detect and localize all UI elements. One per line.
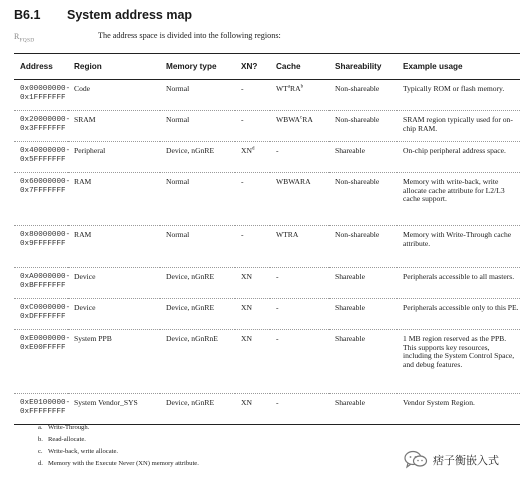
usage-cell: 1 MB region reserved as the PPB. This supports key resources, including the System Control Space, and debug features. [397, 330, 520, 394]
memory-type-cell: Normal [160, 226, 235, 268]
address-range [14, 142, 71, 173]
region-cell: Device [68, 299, 160, 330]
footnote-ref: c [300, 115, 303, 121]
cache-cell: - [270, 330, 329, 394]
memory-type-cell: Normal [160, 80, 235, 111]
xn-cell: - [235, 173, 270, 226]
table-row [14, 226, 520, 268]
address-end: 0xDFFFFFFF [20, 312, 66, 321]
address-start: 0xE0100000- [20, 399, 71, 407]
footnote-c: c. Write-back, write allocate. [38, 448, 119, 455]
footnote-d: d. Memory with the Execute Never (XN) memory attribute. [38, 460, 199, 467]
memory-type-cell: Device, nGnRE [160, 268, 235, 299]
shareability-cell: Shareable [329, 142, 397, 173]
wechat-icon [404, 450, 428, 469]
address-start: 0x40000000- [20, 147, 71, 155]
cache-cell: WBWARA [270, 173, 329, 226]
footnote-ref: a [287, 84, 291, 90]
cache-cell: - [270, 299, 329, 330]
cache-cell: - [270, 394, 329, 425]
footnote-b: b. Read-allocate. [38, 436, 86, 443]
xn-cell: - [235, 80, 270, 111]
address-range [14, 268, 71, 299]
address-start: 0x80000000- [20, 231, 71, 239]
usage-cell: Vendor System Region. [397, 394, 520, 425]
usage-cell: Peripherals accessible to all masters. [397, 268, 520, 299]
address-end: 0x5FFFFFFF [20, 155, 66, 164]
region-cell: Peripheral [68, 142, 160, 173]
table-row [14, 268, 520, 299]
usage-cell: SRAM region typically used for on-chip RAM. [397, 111, 520, 142]
cache-cell: - [270, 142, 329, 173]
address-start: 0xA0000000- [20, 273, 71, 281]
cache-cell [270, 80, 329, 111]
region-cell: System Vendor_SYS [68, 394, 160, 425]
xn-cell: - [235, 226, 270, 268]
shareability-cell: Non-shareable [329, 173, 397, 226]
cache-cell [270, 111, 329, 142]
memory-type-cell: Device, nGnRE [160, 142, 235, 173]
address-end: 0x3FFFFFFF [20, 124, 66, 133]
footnote-ref: d [251, 146, 255, 152]
address-range [14, 173, 71, 226]
memory-type-cell: Device, nGnRnE [160, 330, 235, 394]
shareability-cell: Shareable [329, 299, 397, 330]
cell-text: RA [290, 84, 301, 93]
region-cell: RAM [68, 173, 160, 226]
header-cache: Cache [270, 54, 329, 80]
usage-cell: Peripherals accessible only to this PE. [397, 299, 520, 330]
address-start: 0xE0000000- [20, 335, 71, 343]
xn-cell: XN [235, 299, 270, 330]
xn-cell: XN [235, 330, 270, 394]
region-cell: RAM [68, 226, 160, 268]
table-row [14, 111, 520, 142]
table-row [14, 330, 520, 394]
address-end: 0xBFFFFFFF [20, 281, 66, 290]
shareability-cell: Non-shareable [329, 80, 397, 111]
address-range [14, 394, 71, 425]
shareability-cell: Non-shareable [329, 111, 397, 142]
table-row [14, 142, 520, 173]
region-cell: System PPB [68, 330, 160, 394]
region-cell: Device [68, 268, 160, 299]
cache-cell: WTRA [270, 226, 329, 268]
shareability-cell: Non-shareable [329, 226, 397, 268]
rule-identifier: $R_{FQSD}$ [14, 32, 35, 44]
xn-cell: XN [235, 394, 270, 425]
footnote-ref: b [300, 84, 304, 90]
watermark-text: 痞子衡嵌入式 [433, 453, 499, 467]
address-range [14, 299, 71, 330]
section-title: System address map [67, 8, 193, 22]
cell-text: RA [302, 115, 313, 124]
memory-type-cell: Device, nGnRE [160, 299, 235, 330]
region-cell: SRAM [68, 111, 160, 142]
xn-cell [235, 142, 270, 173]
address-start: 0xC0000000- [20, 304, 71, 312]
header-example-usage: Example usage [397, 54, 520, 80]
table-row [14, 80, 520, 111]
watermark [404, 450, 499, 469]
shareability-cell: Shareable [329, 268, 397, 299]
address-end: 0x7FFFFFFF [20, 186, 66, 195]
table-row [14, 299, 520, 330]
region-cell: Code [68, 80, 160, 111]
address-start: 0x20000000- [20, 116, 71, 124]
address-start: 0x60000000- [20, 178, 71, 186]
header-address: Address [14, 54, 68, 80]
address-range [14, 111, 71, 142]
cell-text: WBWA [276, 115, 301, 124]
xn-cell: - [235, 111, 270, 142]
address-end: 0xE00FFFFF [20, 343, 66, 352]
cell-text: WT [276, 84, 288, 93]
shareability-cell: Shareable [329, 330, 397, 394]
xn-cell: XN [235, 268, 270, 299]
address-map-table [14, 53, 520, 425]
header-xn: XN? [235, 54, 270, 80]
usage-cell: Memory with Write-Through cache attribute. [397, 226, 520, 268]
table-row [14, 394, 520, 425]
address-end: 0xFFFFFFFF [20, 407, 66, 416]
header-memory-type: Memory type [160, 54, 235, 80]
address-end: 0x1FFFFFFF [20, 93, 66, 102]
address-range [14, 330, 71, 394]
memory-type-cell: Device, nGnRE [160, 394, 235, 425]
intro-text: The address space is divided into the following regions: [98, 31, 281, 40]
header-shareability: Shareability [329, 54, 397, 80]
usage-cell: On-chip peripheral address space. [397, 142, 520, 173]
shareability-cell: Shareable [329, 394, 397, 425]
memory-type-cell: Normal [160, 111, 235, 142]
cell-text: XN [241, 146, 252, 155]
memory-type-cell: Normal [160, 173, 235, 226]
table-header-row [14, 54, 520, 80]
usage-cell: Typically ROM or flash memory. [397, 80, 520, 111]
footnote-a: a. Write-Through. [38, 424, 90, 431]
address-range [14, 226, 71, 268]
table-row [14, 173, 520, 226]
usage-cell: Memory with write-back, write allocate cache attribute for L2/L3 cache support. [397, 173, 520, 226]
address-start: 0x00000000- [20, 85, 71, 93]
header-region: Region [68, 54, 160, 80]
address-end: 0x9FFFFFFF [20, 239, 66, 248]
cache-cell: - [270, 268, 329, 299]
section-number: B6.1 [14, 8, 41, 22]
address-range [14, 80, 71, 111]
